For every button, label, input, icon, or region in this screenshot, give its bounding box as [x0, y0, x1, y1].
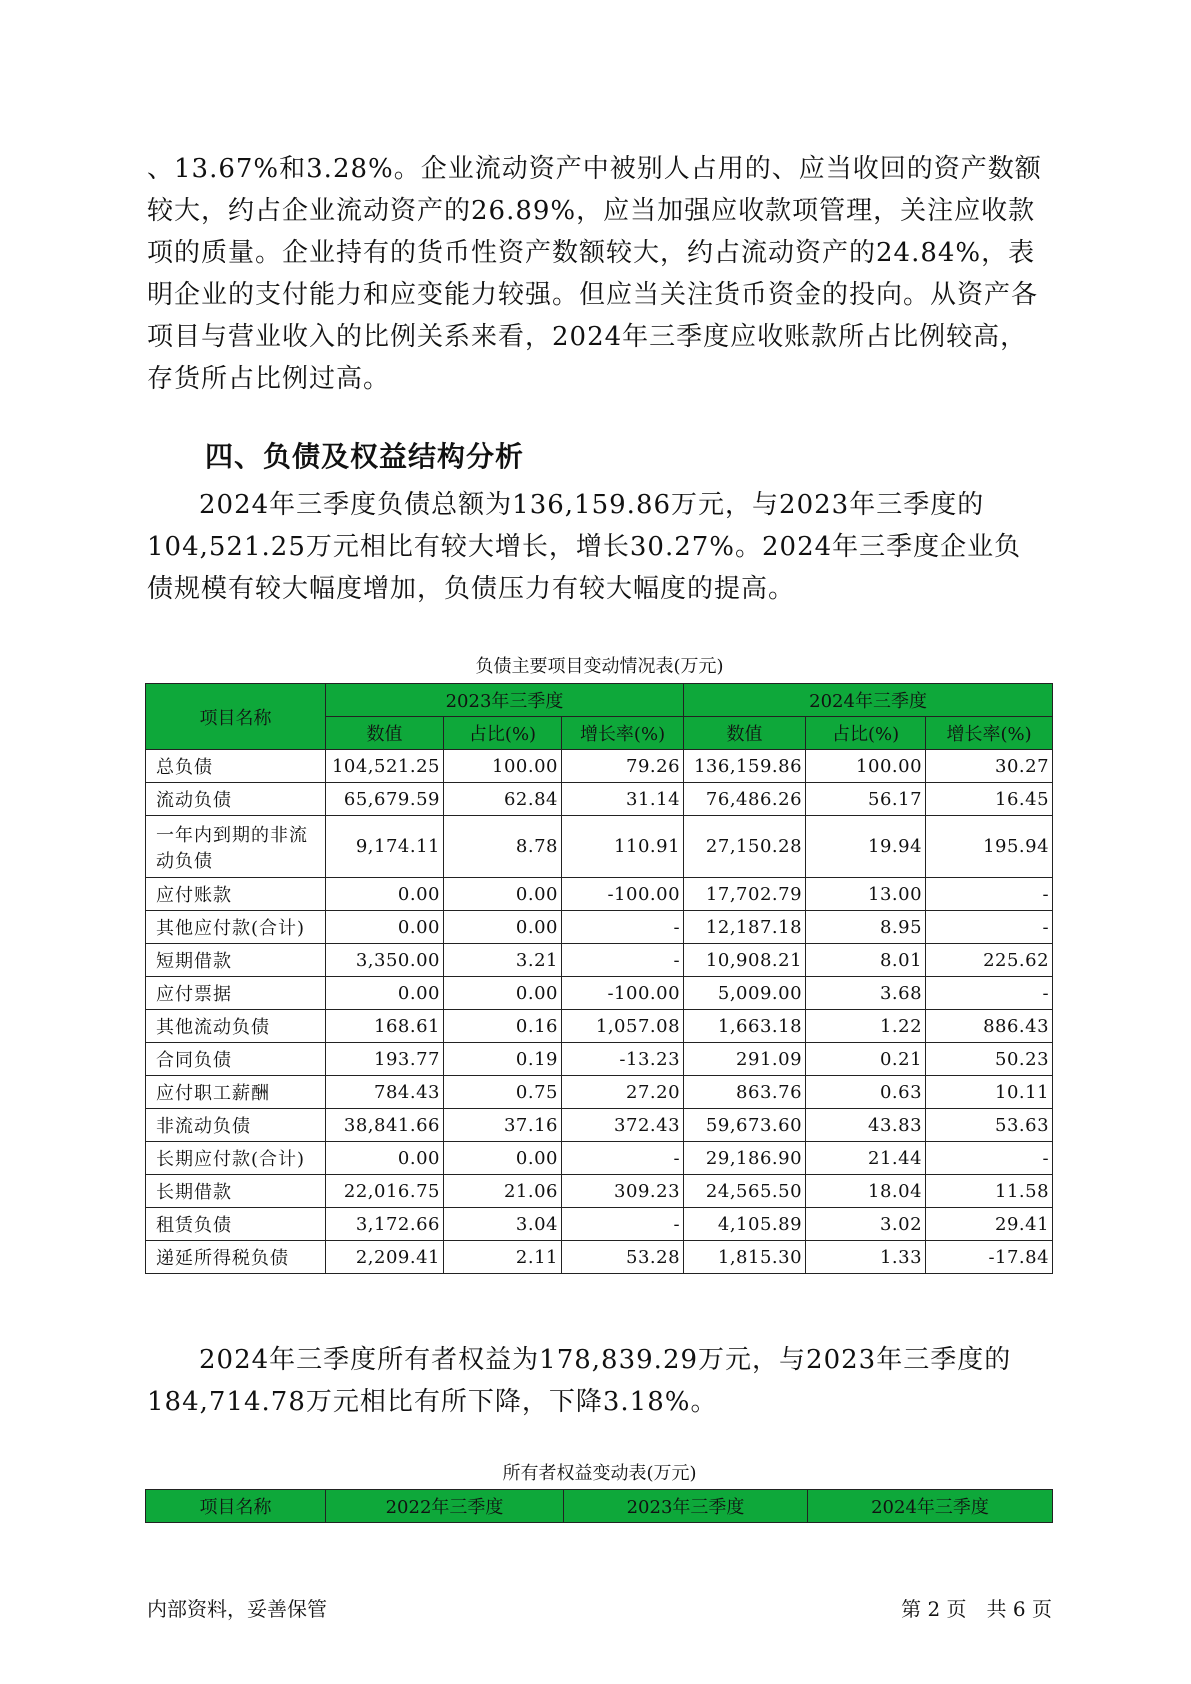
row-value-cell: 1.33: [806, 1241, 926, 1274]
row-value-cell: 21.06: [444, 1175, 562, 1208]
row-value-cell: 3.21: [444, 944, 562, 977]
row-value-cell: 0.00: [326, 1142, 444, 1175]
table-row: [146, 783, 1053, 816]
row-value-cell: 22,016.75: [326, 1175, 444, 1208]
row-value-cell: 104,521.25: [326, 750, 444, 783]
row-value-cell: 0.00: [444, 878, 562, 911]
row-value-cell: 27.20: [562, 1076, 684, 1109]
item-name-header: 项目名称: [146, 684, 326, 750]
equity-paragraph: [147, 1339, 1047, 1423]
equity-header-2024: 2024年三季度: [808, 1490, 1053, 1523]
subheader-growth-2023: 增长率(%): [562, 717, 684, 750]
row-value-cell: 0.00: [326, 911, 444, 944]
row-value-cell: 76,486.26: [684, 783, 806, 816]
row-value-cell: 0.00: [326, 977, 444, 1010]
row-value-cell: 10.11: [926, 1076, 1053, 1109]
equity-header-2022: 2022年三季度: [326, 1490, 564, 1523]
subheader-share-2023: 占比(%): [444, 717, 562, 750]
row-item-name: 其他应付款(合计): [146, 911, 326, 944]
row-value-cell: 11.58: [926, 1175, 1053, 1208]
table-row: [146, 1175, 1053, 1208]
section-heading: 四、负债及权益结构分析: [205, 440, 525, 473]
row-value-cell: 309.23: [562, 1175, 684, 1208]
row-value-cell: 79.26: [562, 750, 684, 783]
subheader-value-2024: 数值: [684, 717, 806, 750]
row-value-cell: 2,209.41: [326, 1241, 444, 1274]
row-value-cell: 21.44: [806, 1142, 926, 1175]
row-value-cell: -17.84: [926, 1241, 1053, 1274]
row-item-name: 租赁负债: [146, 1208, 326, 1241]
row-value-cell: -100.00: [562, 878, 684, 911]
row-value-cell: 168.61: [326, 1010, 444, 1043]
row-value-cell: 100.00: [806, 750, 926, 783]
row-item-name: 应付票据: [146, 977, 326, 1010]
row-value-cell: 53.63: [926, 1109, 1053, 1142]
row-value-cell: 56.17: [806, 783, 926, 816]
row-value-cell: 0.00: [444, 977, 562, 1010]
footer-page-number: 第 2 页 共 6 页: [901, 1597, 1052, 1621]
table-row: [146, 1010, 1053, 1043]
row-value-cell: 1.22: [806, 1010, 926, 1043]
table-row: [146, 911, 1053, 944]
row-value-cell: 16.45: [926, 783, 1053, 816]
row-item-name: 合同负债: [146, 1043, 326, 1076]
row-item-name: 总负债: [146, 750, 326, 783]
subheader-share-2024: 占比(%): [806, 717, 926, 750]
row-value-cell: 8.95: [806, 911, 926, 944]
row-value-cell: 8.78: [444, 816, 562, 878]
row-value-cell: 31.14: [562, 783, 684, 816]
equity-table: [145, 1489, 1053, 1523]
row-value-cell: 3,172.66: [326, 1208, 444, 1241]
row-value-cell: 62.84: [444, 783, 562, 816]
row-value-cell: 784.43: [326, 1076, 444, 1109]
row-value-cell: 3.04: [444, 1208, 562, 1241]
row-item-name: 应付职工薪酬: [146, 1076, 326, 1109]
liability-paragraph-text: 2024年三季度负债总额为136,159.86万元，与2023年三季度的104,521.25万元相比有较大增长，增长30.27%。2024年三季度企业负债规模有较大幅度增加，负债压力有较大幅度的提高。: [147, 490, 1022, 604]
row-value-cell: 0.21: [806, 1043, 926, 1076]
row-value-cell: 0.75: [444, 1076, 562, 1109]
row-value-cell: 27,150.28: [684, 816, 806, 878]
table-row: [146, 944, 1053, 977]
row-value-cell: 100.00: [444, 750, 562, 783]
row-value-cell: 65,679.59: [326, 783, 444, 816]
table-row: [146, 1208, 1053, 1241]
liability-table: [145, 683, 1053, 1274]
row-value-cell: 3.02: [806, 1208, 926, 1241]
row-value-cell: -: [562, 1208, 684, 1241]
row-value-cell: 0.19: [444, 1043, 562, 1076]
row-value-cell: -: [926, 911, 1053, 944]
row-value-cell: -100.00: [562, 977, 684, 1010]
table-row: [146, 1241, 1053, 1274]
row-value-cell: 886.43: [926, 1010, 1053, 1043]
row-value-cell: 3.68: [806, 977, 926, 1010]
row-item-name: 递延所得税负债: [146, 1241, 326, 1274]
table-row: [146, 1109, 1053, 1142]
period-header-2024: 2024年三季度: [684, 684, 1053, 717]
row-item-name: 一年内到期的非流动负债: [146, 816, 326, 878]
row-value-cell: 0.00: [444, 911, 562, 944]
row-item-name: 流动负债: [146, 783, 326, 816]
row-value-cell: 863.76: [684, 1076, 806, 1109]
table-row: [146, 750, 1053, 783]
row-value-cell: 291.09: [684, 1043, 806, 1076]
footer-confidential: 内部资料，妥善保管: [147, 1597, 327, 1621]
row-value-cell: 12,187.18: [684, 911, 806, 944]
row-item-name: 长期应付款(合计): [146, 1142, 326, 1175]
row-value-cell: -: [926, 1142, 1053, 1175]
row-value-cell: 193.77: [326, 1043, 444, 1076]
subheader-value-2023: 数值: [326, 717, 444, 750]
period-header-2023: 2023年三季度: [326, 684, 684, 717]
row-value-cell: 53.28: [562, 1241, 684, 1274]
row-value-cell: 0.16: [444, 1010, 562, 1043]
row-value-cell: 2.11: [444, 1241, 562, 1274]
row-value-cell: 19.94: [806, 816, 926, 878]
row-value-cell: 17,702.79: [684, 878, 806, 911]
row-value-cell: 9,174.11: [326, 816, 444, 878]
row-value-cell: 1,057.08: [562, 1010, 684, 1043]
subheader-growth-2024: 增长率(%): [926, 717, 1053, 750]
equity-paragraph-text: 2024年三季度所有者权益为178,839.29万元，与2023年三季度的184,714.78万元相比有所下降，下降3.18%。: [147, 1345, 1012, 1417]
row-value-cell: -: [926, 878, 1053, 911]
table-row: [146, 1043, 1053, 1076]
row-value-cell: 110.91: [562, 816, 684, 878]
row-value-cell: 4,105.89: [684, 1208, 806, 1241]
intro-paragraph: 、13.67%和3.28%。企业流动资产中被别人占用的、应当收回的资产数额较大，约占企业流动资产的26.89%，应当加强应收款项管理，关注应收款项的质量。企业持有的货币性资产数额较大，约占流动资产的24.84%，表明企业的支付能力和应变能力较强。但应当关注货币资金的投向。从资产各项目与营业收入的比例关系来看，2024年三季度应收账款所占比例较高，存货所占比例过高。: [147, 154, 1042, 394]
row-value-cell: 29.41: [926, 1208, 1053, 1241]
liability-paragraph: [147, 484, 1047, 610]
table-row: [146, 878, 1053, 911]
row-value-cell: 59,673.60: [684, 1109, 806, 1142]
row-value-cell: 136,159.86: [684, 750, 806, 783]
row-value-cell: 1,815.30: [684, 1241, 806, 1274]
row-value-cell: 3,350.00: [326, 944, 444, 977]
equity-table-caption: 所有者权益变动表(万元): [502, 1463, 697, 1484]
row-value-cell: 43.83: [806, 1109, 926, 1142]
row-value-cell: 195.94: [926, 816, 1053, 878]
row-value-cell: 24,565.50: [684, 1175, 806, 1208]
row-item-name: 短期借款: [146, 944, 326, 977]
row-value-cell: 0.00: [444, 1142, 562, 1175]
row-value-cell: 38,841.66: [326, 1109, 444, 1142]
row-value-cell: 50.23: [926, 1043, 1053, 1076]
row-value-cell: 225.62: [926, 944, 1053, 977]
row-value-cell: 5,009.00: [684, 977, 806, 1010]
row-value-cell: 0.00: [326, 878, 444, 911]
table-row: [146, 1076, 1053, 1109]
row-value-cell: -: [562, 1142, 684, 1175]
row-item-name: 长期借款: [146, 1175, 326, 1208]
liability-table-caption: 负债主要项目变动情况表(万元): [475, 656, 724, 677]
table-row: [146, 816, 1053, 878]
row-value-cell: 0.63: [806, 1076, 926, 1109]
table-row: [146, 1142, 1053, 1175]
row-value-cell: 10,908.21: [684, 944, 806, 977]
row-value-cell: -: [562, 944, 684, 977]
row-value-cell: -13.23: [562, 1043, 684, 1076]
equity-header-2023: 2023年三季度: [564, 1490, 808, 1523]
row-item-name: 应付账款: [146, 878, 326, 911]
row-value-cell: 30.27: [926, 750, 1053, 783]
row-value-cell: -: [562, 911, 684, 944]
row-item-name: 其他流动负债: [146, 1010, 326, 1043]
equity-header-item: 项目名称: [146, 1490, 326, 1523]
row-value-cell: 37.16: [444, 1109, 562, 1142]
table-row: [146, 977, 1053, 1010]
row-value-cell: 8.01: [806, 944, 926, 977]
row-value-cell: 372.43: [562, 1109, 684, 1142]
row-value-cell: 18.04: [806, 1175, 926, 1208]
row-value-cell: 29,186.90: [684, 1142, 806, 1175]
row-item-name: 非流动负债: [146, 1109, 326, 1142]
row-value-cell: 1,663.18: [684, 1010, 806, 1043]
row-value-cell: -: [926, 977, 1053, 1010]
row-value-cell: 13.00: [806, 878, 926, 911]
